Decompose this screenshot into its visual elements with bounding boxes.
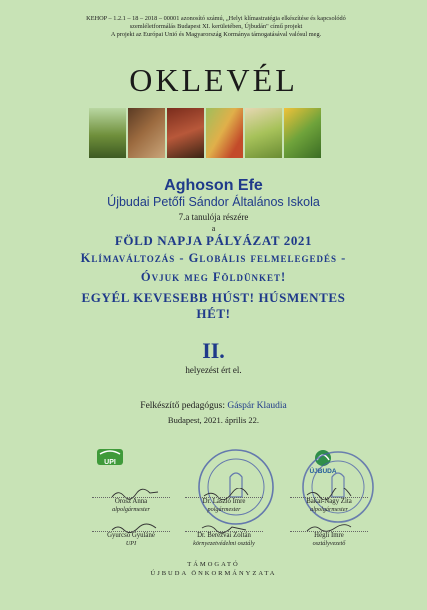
upi-logo-text: UPI [104,459,116,466]
issue-date: Budapest, 2021. április 22. [167,415,260,425]
food-photo-strip [89,108,321,158]
upi-logo [96,448,124,474]
signatory-name: Gyurcsó Gyuláné [107,532,155,539]
certificate-title: OKLEVÉL [129,62,298,98]
mentor-name: Gáspár Klaudia [227,401,287,411]
signatory-role: alpolgármester [310,506,348,513]
competition-slogan-2: HÉT! [196,306,231,321]
recipient-class: 7.a tanulója részére [178,212,249,222]
competition-slogan-1: EGYÉL KEVESEBB HÚST! HÚSMENTES [81,290,346,305]
food-photo [206,108,243,158]
recipient-name: Aghoson Efe [164,177,263,194]
recipient-school: Újbudai Petőfi Sándor Általános Iskola [107,195,320,209]
mentor-line [0,401,427,411]
signature-hegli-imre [274,532,384,548]
food-photo [245,108,282,158]
placement: II. [202,338,225,363]
ujbuda-logo-text: ÚJBUDA [309,468,337,475]
mentor-label: Felkészítő pedagógus: [140,401,225,411]
signatory-name: Orosz Anna [114,498,148,505]
food-photo [167,108,204,158]
competition-title: FÖLD NAPJA PÁLYÁZAT 2021 [114,233,313,248]
signatory-name: Bakai-Nagy Zita [306,498,352,505]
signatory-name: Dr. László Imre [202,498,246,505]
supporter-label: TÁMOGATÓ [187,561,240,568]
signatory-role: polgármester [207,506,241,513]
competition-theme-2: Óvjuk meg Földünket! [140,270,287,284]
food-photo [128,108,165,158]
article-a: a [211,224,216,233]
signature-laszlo-imre [169,498,279,514]
food-photo [89,108,126,158]
header-line-3: A projekt az Európai Unió és Magyarország Kormánya támogatásával valósul meg. [110,31,322,39]
header-line-2: szemléletformálás Budapest XI. kerületében, Újbudán" című projekt [129,23,303,31]
signatory-role: osztályvezető [312,540,346,547]
header-line-1: KEHOP – 1.2.1 – 18 – 2018 – 00001 azonosító számú, „Helyi klímastratégia elkészítése és kapcsolódó [86,15,346,22]
signature-berezvai-zoltan [169,532,279,548]
signature-bakai-nagy-zita [274,498,384,514]
competition-theme-1: Klímaváltozás - Globális felmelegedés - [80,251,347,265]
placement-text: helyezést ért el. [185,365,242,375]
signatory-name: Hégli Imre [314,532,344,539]
signatory-role: UPI [125,540,137,547]
supporter-name: ÚJBUDA ÖNKORMÁNYZATA [150,570,277,577]
project-header [66,15,366,40]
signatory-role: alpolgármester [112,506,150,513]
signatory-name: Dr. Berezvai Zoltán [197,532,251,539]
food-photo [284,108,321,158]
official-stamp [196,447,276,527]
signatory-role: környezetvédelmi osztály [193,540,255,547]
